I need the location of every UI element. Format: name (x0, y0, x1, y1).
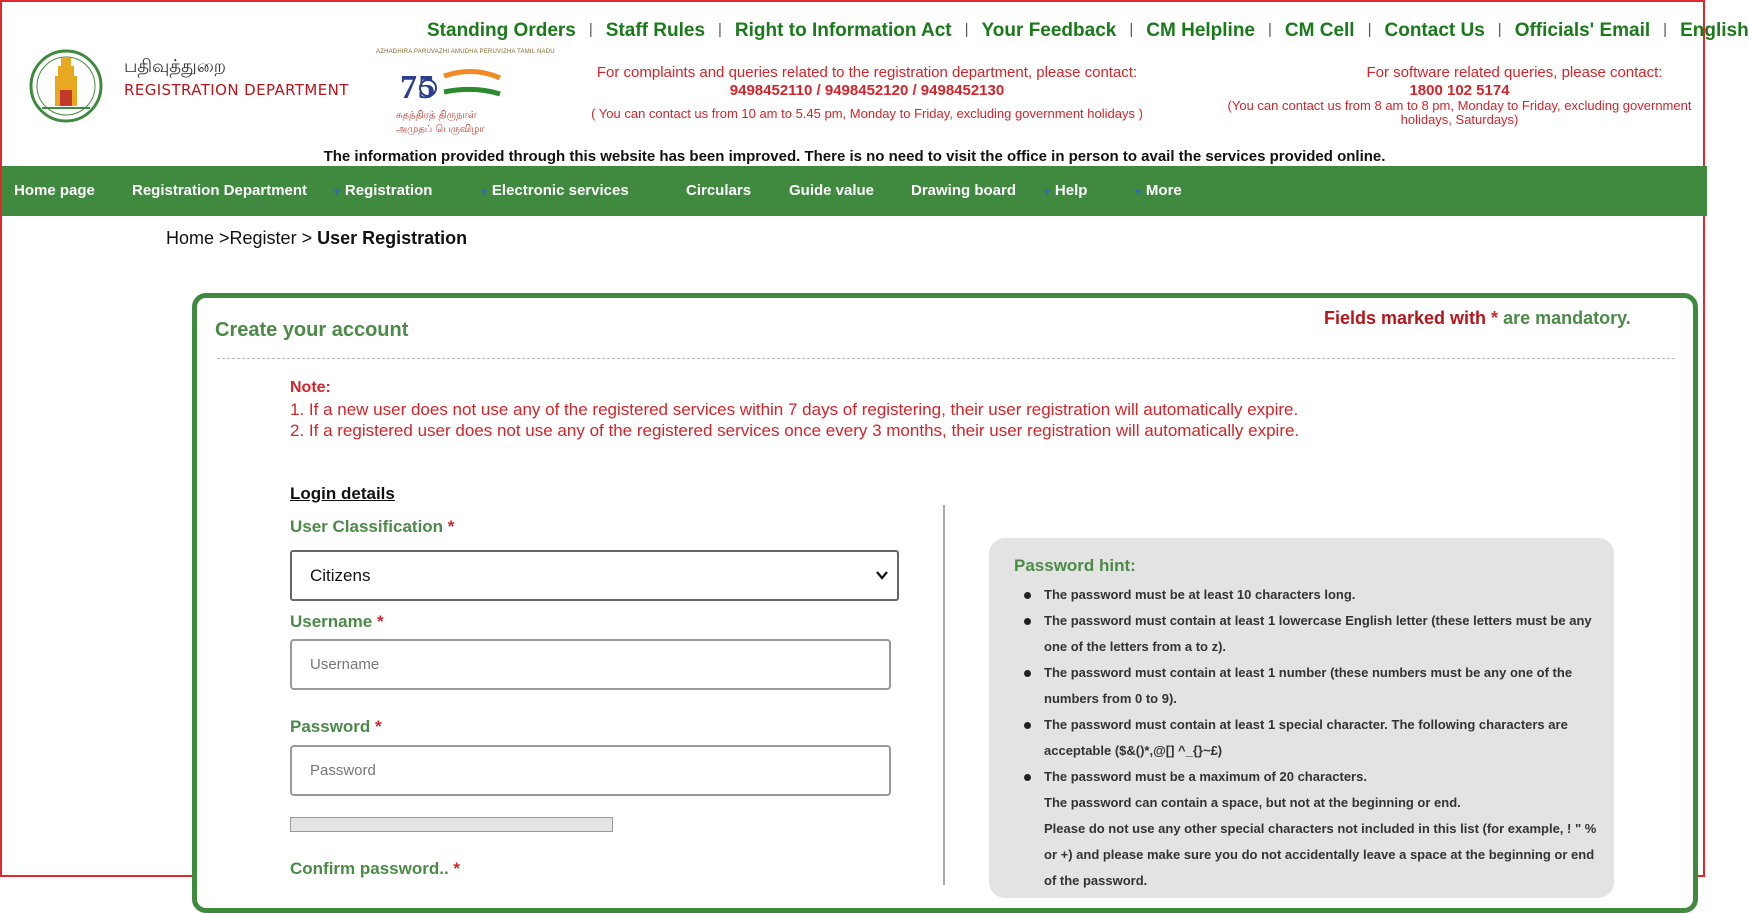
bullet-icon (1024, 618, 1031, 625)
password-input[interactable]: Password (290, 745, 891, 796)
breadcrumb-home[interactable]: Home (166, 228, 215, 248)
menu-home-page[interactable]: Home page (14, 182, 95, 199)
menu-electronic-services[interactable] (479, 166, 629, 216)
top-navigation (427, 20, 1749, 42)
mandatory-star: * (1491, 308, 1499, 328)
required-star: * (376, 612, 384, 631)
hint-extra: Please do not use any other special characters not included in this list (for example, ! " % or +) and please make sure you do not accidentally leave a space at the beginning or end of the password. (1044, 821, 1597, 888)
complaints-contact (562, 64, 1172, 121)
top-nav-separator: | (1497, 21, 1502, 38)
hint-item (1014, 764, 1604, 790)
tamil-nadu-emblem-icon[interactable] (28, 46, 104, 128)
username-input[interactable]: Username (290, 639, 891, 690)
top-nav-language-english[interactable]: English (1680, 20, 1749, 41)
top-nav-separator: | (1367, 21, 1372, 38)
top-nav-standing-orders[interactable]: Standing Orders (427, 20, 576, 41)
dropdown-caret-icon: ▼ (1042, 187, 1052, 198)
column-divider (943, 505, 945, 885)
azadi-ka-amrit-mahotsav-logo (374, 48, 524, 136)
svg-text:7: 7 (400, 69, 417, 106)
top-nav-separator: | (588, 21, 593, 38)
complaints-contact-hours: ( You can contact us from 10 am to 5.45 pm, Monday to Friday, excluding government holidays ) (591, 106, 1143, 121)
hint-item (1014, 582, 1604, 608)
menu-help-label: Help (1054, 182, 1088, 199)
top-nav-separator: | (964, 21, 969, 38)
menu-more[interactable] (1133, 166, 1182, 216)
software-contact-text: For software related queries, please contact: (1366, 64, 1663, 81)
hint-item (1014, 608, 1604, 660)
password-hint-title: Password hint: (1014, 556, 1136, 575)
top-nav-cm-helpline[interactable]: CM Helpline (1146, 20, 1255, 41)
breadcrumb (166, 228, 467, 249)
user-classification-label (290, 517, 454, 537)
software-phone-number: 1800 102 5174 (1409, 82, 1510, 99)
confirm-password-label-text: Confirm password.. (290, 859, 454, 878)
azadi-tamil-line-1: சுதந்திரத் திருநாள் (396, 110, 477, 121)
menu-registration-department[interactable]: Registration Department (132, 182, 308, 199)
top-nav-separator: | (718, 21, 722, 38)
complaints-phone-numbers: 9498452110 / 9498452120 / 9498452130 (729, 82, 1005, 99)
password-hint-list (1014, 582, 1604, 894)
menu-circulars[interactable]: Circulars (686, 182, 752, 199)
azadi-tamil-line-2: அமுதப் பெருவிழா (396, 124, 485, 135)
menu-more-label: More (1145, 182, 1182, 199)
menu-electronic-services-label: Electronic services (491, 182, 629, 199)
confirm-password-label (290, 859, 460, 879)
chevron-down-icon (875, 552, 889, 618)
required-star: * (375, 717, 382, 736)
note-line-1: 1. If a new user does not use any of the registered services within 7 days of registering, their user registration will automatically expire. (290, 400, 1299, 419)
hint-item (1014, 660, 1604, 712)
note-line-2: 2. If a registered user does not use any of the registered services once every 3 months, their user registration will automatically expire. (290, 421, 1300, 440)
user-classification-value: Citizens (310, 566, 371, 585)
top-nav-your-feedback[interactable]: Your Feedback (981, 20, 1117, 41)
top-nav-cm-cell[interactable]: CM Cell (1284, 20, 1355, 41)
breadcrumb-register[interactable]: Register (229, 228, 297, 248)
note-heading: Note: (290, 379, 331, 396)
dropdown-caret-icon: ▼ (1133, 187, 1143, 198)
password-label-text: Password (290, 717, 376, 736)
mandatory-note-prefix: Fields marked with (1324, 308, 1492, 328)
bullet-icon (1024, 670, 1031, 677)
breadcrumb-separator: > (214, 228, 230, 248)
software-contact (1212, 64, 1707, 127)
svg-text:5: 5 (418, 69, 435, 106)
form-title: Create your account (215, 319, 409, 341)
azadi-caption: AZHADHIRA PARUVAZHI AMUDHA PERUVIZHA TAMIL NADU (376, 49, 555, 55)
menu-registration-label: Registration (344, 182, 433, 199)
hint-item-text: The password must be a maximum of 20 characters. (1044, 769, 1367, 784)
complaints-contact-text: For complaints and queries related to the registration department, please contact: (596, 64, 1138, 81)
username-label (290, 612, 384, 632)
user-classification-select[interactable] (290, 550, 899, 601)
required-star: * (453, 859, 461, 878)
mandatory-note-suffix: are mandatory. (1498, 308, 1631, 328)
top-nav-officials-email[interactable]: Officials' Email (1514, 20, 1651, 41)
menu-help[interactable] (1042, 166, 1087, 216)
main-menu (2, 166, 1707, 216)
top-nav-contact-us[interactable]: Contact Us (1384, 20, 1485, 41)
dropdown-caret-icon: ▼ (479, 187, 489, 198)
website-notice: The information provided through this website has been improved. There is no need to visit the office in person to avail the services provided online. (323, 148, 1386, 165)
password-label (290, 717, 382, 737)
department-tamil-name: பதிவுத்துறை (124, 56, 226, 77)
menu-registration[interactable] (332, 166, 432, 216)
top-nav-rti-act[interactable]: Right to Information Act (734, 20, 952, 41)
top-nav-separator: | (1268, 21, 1272, 38)
bullet-icon (1024, 592, 1031, 599)
bullet-icon (1024, 774, 1031, 781)
menu-drawing-board[interactable]: Drawing board (911, 182, 1017, 199)
password-strength-bar (290, 817, 613, 832)
hint-extra: The password can contain a space, but not at the beginning or end. (1044, 795, 1461, 810)
department-name: REGISTRATION DEPARTMENT (124, 81, 349, 99)
hint-item (1014, 712, 1604, 764)
top-nav-staff-rules[interactable]: Staff Rules (605, 20, 706, 41)
dropdown-caret-icon: ▼ (332, 187, 342, 198)
title-divider (217, 358, 1675, 359)
breadcrumb-separator: > (296, 228, 318, 248)
hint-item-text: The password must be at least 10 characters long. (1044, 587, 1356, 602)
top-nav-separator: | (1663, 21, 1668, 38)
username-label-text: Username (290, 612, 377, 631)
hint-item-text: The password must contain at least 1 number (these numbers must be any one of the numbers from 0 to 9). (1044, 665, 1573, 706)
login-details-heading: Login details (290, 484, 395, 503)
user-classification-label-text: User Classification (290, 517, 448, 536)
menu-guide-value[interactable]: Guide value (789, 182, 875, 199)
software-contact-hours: (You can contact us from 8 am to 8 pm, Monday to Friday, excluding government holidays, Saturdays) (1227, 98, 1692, 127)
top-nav-separator: | (1129, 21, 1134, 38)
required-star: * (447, 517, 455, 536)
breadcrumb-current: User Registration (317, 228, 468, 248)
hint-item-text: The password must contain at least 1 special character. The following characters are acceptable ($&()*,@[] ^_{}~£) (1044, 717, 1568, 758)
hint-item-text: The password must contain at least 1 lowercase English letter (these letters must be any one of the letters from a to z). (1044, 613, 1592, 654)
bullet-icon (1024, 722, 1031, 729)
mandatory-fields-note (1324, 308, 1631, 329)
